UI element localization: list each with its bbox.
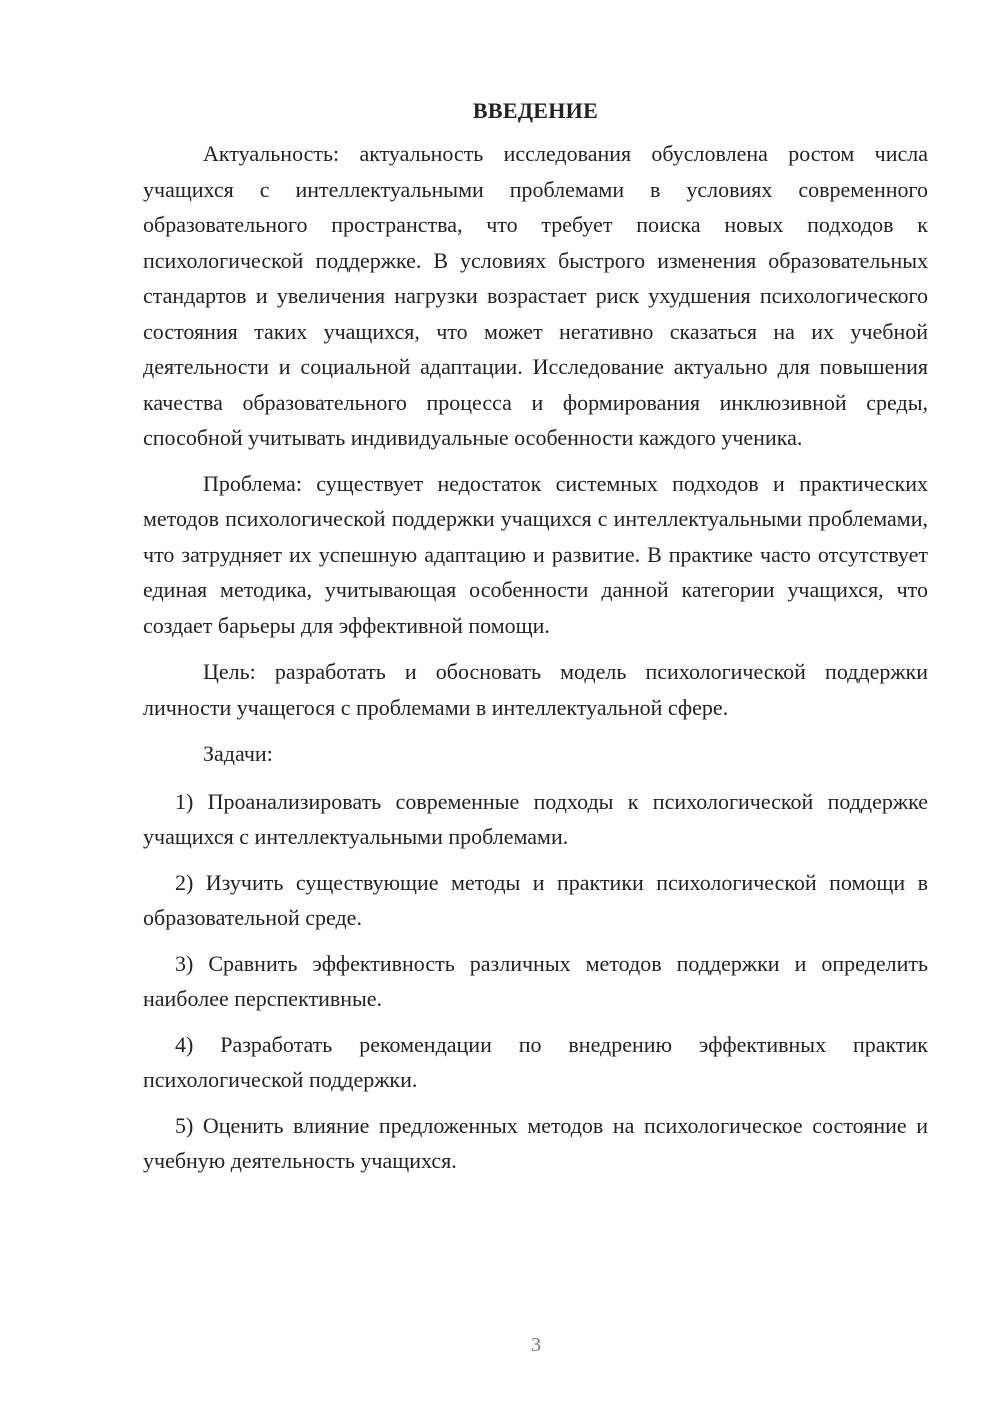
task-item-2: 2) Изучить существующие методы и практики психологической помощи в образовательной среде. (143, 869, 928, 930)
task-item-4: 4) Разработать рекомендации по внедрению эффективных практик психологической поддержки. (143, 1031, 928, 1092)
task-item-5: 5) Оценить влияние предложенных методов на психологическое состояние и учебную деятельность учащихся. (143, 1112, 928, 1173)
task-item-3: 3) Сравнить эффективность различных методов поддержки и определить наиболее перспективные. (143, 950, 928, 1011)
tasks-heading: Задачи: (203, 741, 273, 766)
paragraph-problem: Проблема: существует недостаток системных подходов и практических методов психологической поддержки учащихся с интеллектуальными проблемами, что затрудняет их успешную адаптацию и развитие. В практике часто отсутствует единая методика, учитывающая особенности данной категории учащихся, что создает барьеры для эффективной помощи. (143, 470, 928, 638)
page-number: 3 (531, 1334, 541, 1356)
paragraph-relevance: Актуальность: актуальность исследования обусловлена ростом числа учащихся с интеллектуальными проблемами в условиях современного образовательного пространства, что требует поиска новых подходов к психологической поддержке. В условиях быстрого изменения образовательных стандартов и увеличения нагрузки возрастает риск ухудшения психологического состояния таких учащихся, что может негативно сказаться на их учебной деятельности и социальной адаптации. Исследование актуально для повышения качества образовательного процесса и формирования инклюзивной среды, способной учитывать индивидуальные особенности каждого ученика. (143, 141, 928, 450)
paragraph-goal: Цель: разработать и обосновать модель психологической поддержки личности учащегося с проблемами в интеллектуальной сфере. (143, 659, 928, 720)
section-title: ВВЕДЕНИЕ (472, 98, 599, 123)
task-item-1: 1) Проанализировать современные подходы к психологической поддержке учащихся с интеллектуальными проблемами. (143, 788, 928, 849)
document-body (143, 92, 928, 1189)
